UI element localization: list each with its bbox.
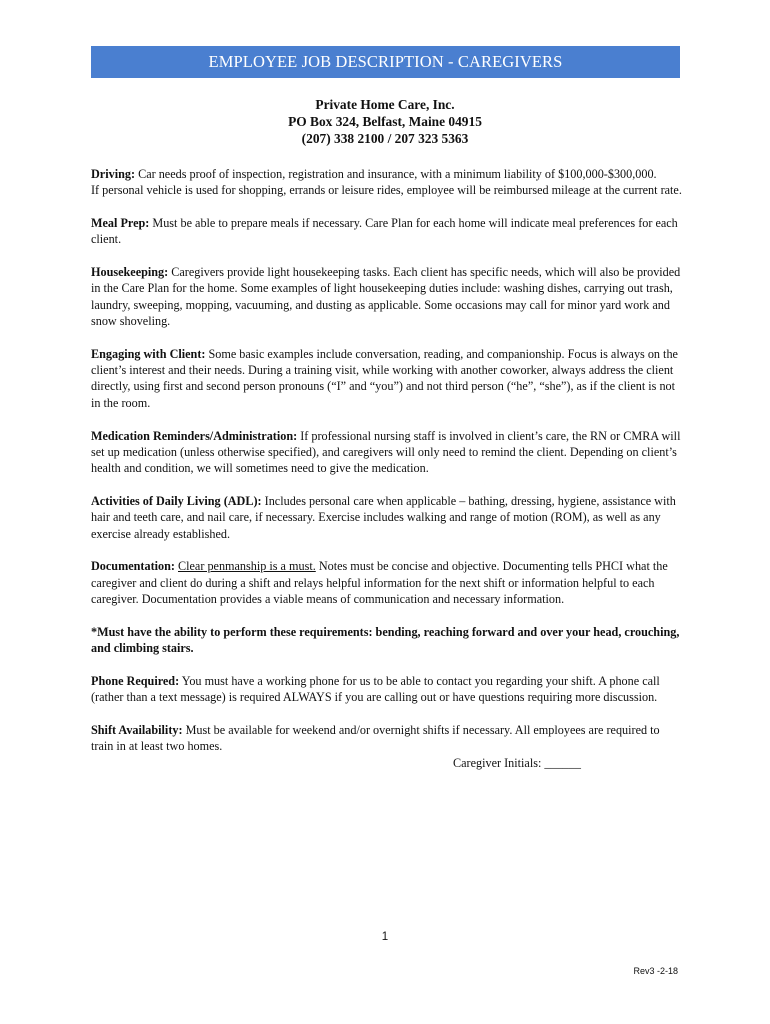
section-label: Documentation: (91, 559, 175, 574)
organization-header (0, 96, 770, 147)
section-medication (91, 428, 683, 477)
section-label: Shift Availability: (91, 722, 183, 737)
section-label: Driving: (91, 167, 136, 181)
section-label: Medication Reminders/Administration: (91, 428, 298, 443)
section-label: Meal Prep: (91, 216, 150, 231)
organization-address: PO Box 324, Belfast, Maine 04915 (288, 114, 482, 129)
section-documentation (91, 558, 683, 607)
section-text: Notes must be concise and objective. Documenting tells PHCI what the caregiver and client do during a shift and relays helpful information for the next shift or information helpful to each caregiver. Documentation provides a viable means of communication and necessary information. (91, 559, 668, 606)
document-body (91, 166, 683, 771)
section-adl (91, 493, 683, 542)
section-requirements (91, 624, 683, 657)
section-label: Engaging with Client: (91, 346, 206, 361)
document-title-banner (91, 46, 680, 78)
section-text: Must be able to prepare meals if necessary. Care Plan for each home will indicate meal preferences for each client. (91, 216, 678, 247)
section-housekeeping (91, 264, 683, 329)
section-phone (91, 673, 683, 706)
section-driving (91, 166, 683, 199)
section-text: *Must have the ability to perform these requirements: bending, reaching forward and over your head, crouching, and climbing stairs. (91, 624, 680, 656)
section-meal-prep (91, 215, 683, 248)
section-label: Activities of Daily Living (ADL): (91, 493, 262, 508)
section-underlined-text: Clear penmanship is a must. (178, 559, 316, 574)
organization-name: Private Home Care, Inc. (315, 97, 455, 112)
section-shift (91, 722, 683, 755)
organization-phone: (207) 338 2100 / 207 323 5363 (301, 131, 469, 146)
section-text: Must be available for weekend and/or overnight shifts if necessary. All employees are required to train in at least two homes. (91, 722, 660, 754)
section-engaging (91, 346, 683, 411)
section-text: If personal vehicle is used for shopping, errands or leisure rides, employee will be reimbursed mileage at the current rate. (91, 183, 682, 198)
revision-label: Rev3 -2-18 (633, 966, 678, 976)
section-label: Housekeeping: (91, 265, 169, 280)
document-title: EMPLOYEE JOB DESCRIPTION - CAREGIVERS (208, 52, 563, 71)
section-text: Includes personal care when applicable – bathing, dressing, hygiene, assistance with hair and teeth care, and nail care, if necessary. Exercise includes walking and range of motion (ROM), as well as any exercise already established. (91, 493, 676, 541)
section-text: You must have a working phone for us to be able to contact you regarding your shift. A phone call (rather than a text message) is required ALWAYS if you are calling out or have questions requiring more discussion. (91, 673, 660, 705)
section-text: Caregivers provide light housekeeping tasks. Each client has specific needs, which will also be provided in the Care Plan for the home. Some examples of light housekeeping duties include: washing dishes, carrying out trash, laundry, sweeping, mopping, vacuuming, and dusting as applicable. Some occasions may call for minor yard work and snow shoveling. (91, 265, 681, 329)
section-text: Some basic examples include conversation, reading, and companionship. Focus is always on the client’s interest and their needs. During a training visit, while working with another coworker, always address the client directly, using first and second person pronouns (“I” and “you”) and not third person (“he”, “she”), as if the client is not in the room. (91, 346, 678, 410)
section-text: Car needs proof of inspection, registration and insurance, with a minimum liability of $100,000-$300,000. (138, 167, 657, 181)
section-text: If professional nursing staff is involved in client’s care, the RN or CMRA will set up medication (unless otherwise specified), and caregivers will only need to remind the client. Depending on client’s health and condition, we will sometimes need to give the medication. (91, 428, 681, 476)
section-label: Phone Required: (91, 673, 180, 688)
caregiver-initials-line: Caregiver Initials: ______ (453, 755, 581, 770)
page-number: 1 (381, 931, 389, 943)
